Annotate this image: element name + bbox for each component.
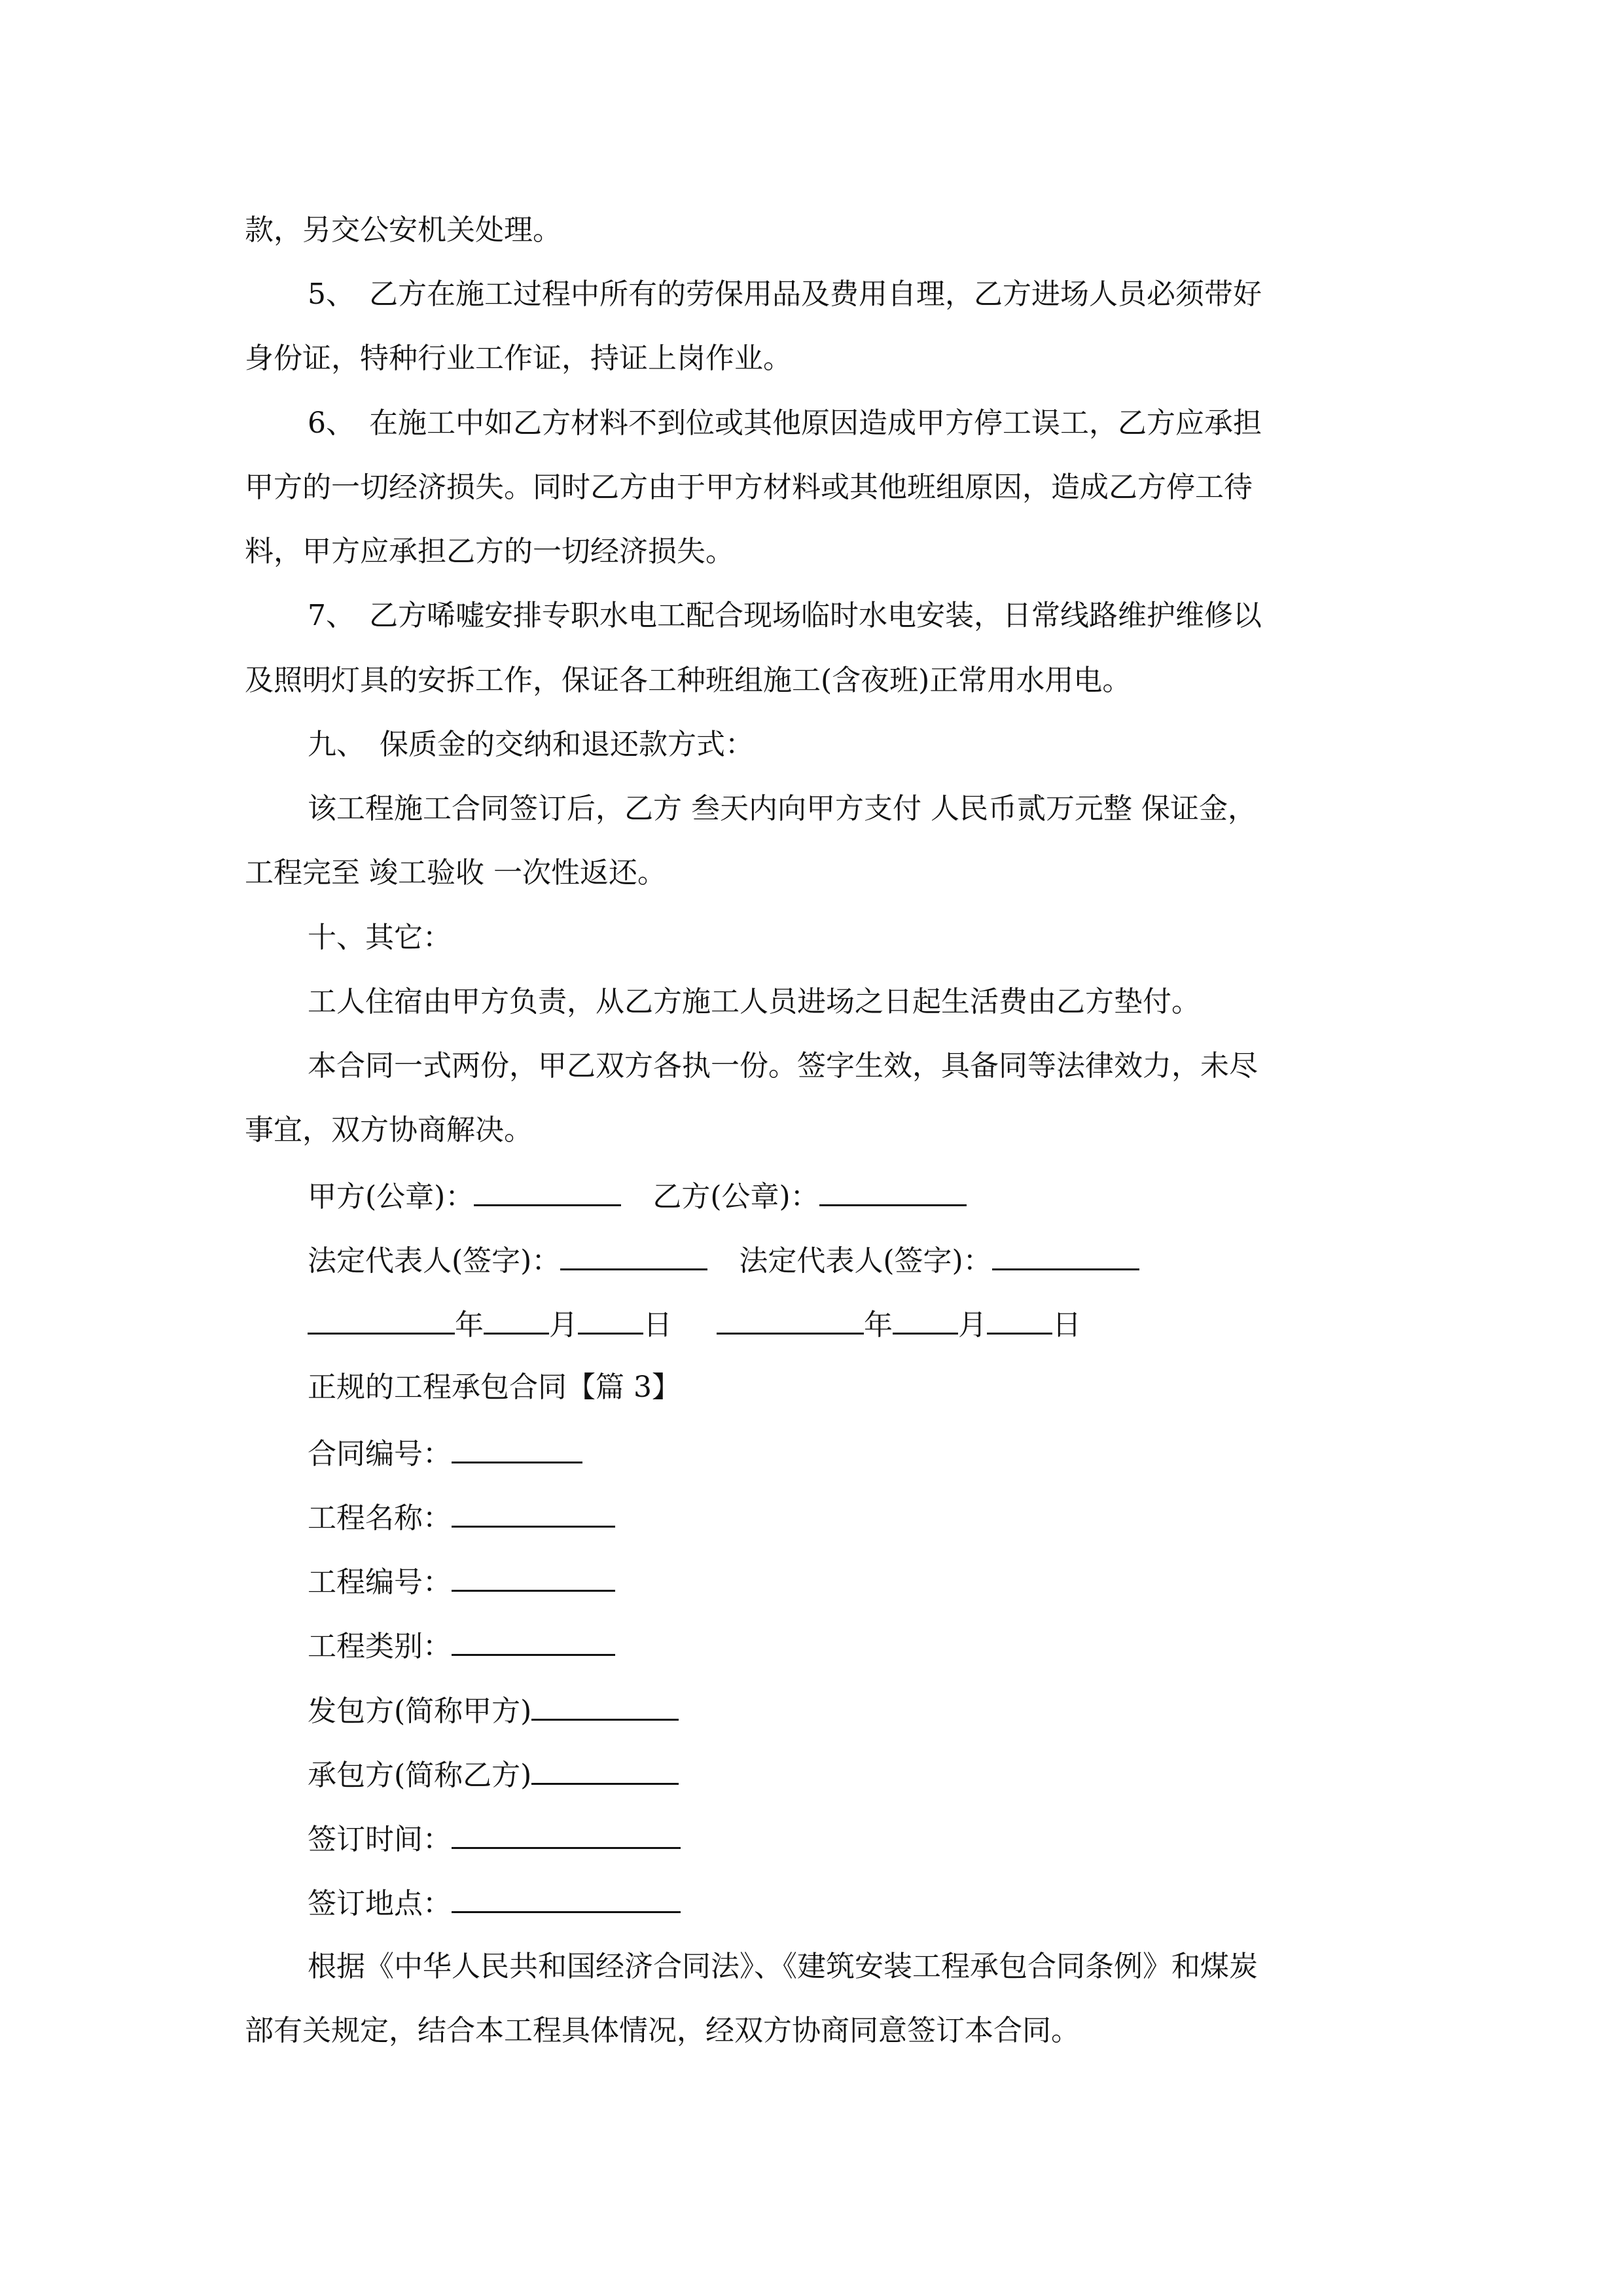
year-label: 年 bbox=[455, 1308, 484, 1342]
paragraph-line: 根据《中华人民共和国经济合同法》、《建筑安装工程承包合同条例》和煤炭 bbox=[308, 1950, 1258, 1983]
paragraph-line: 及照明灯具的安拆工作，保证各工种班组施工(含夜班)正常用水用电。 bbox=[245, 664, 1132, 697]
year-label: 年 bbox=[864, 1308, 893, 1342]
clause-5: 5、 乙方在施工过程中所有的劳保用品及费用自理，乙方进场人员必须带好 bbox=[308, 278, 1262, 311]
party-a-seal-label: 甲方(公章)： bbox=[308, 1180, 474, 1213]
project-type-blank[interactable] bbox=[452, 1625, 615, 1656]
party-a-year-blank[interactable] bbox=[308, 1304, 455, 1335]
paragraph-line: 本合同一式两份，甲乙双方各执一份。签字生效，具备同等法律效力，未尽 bbox=[308, 1049, 1258, 1083]
sign-place-blank[interactable] bbox=[452, 1882, 681, 1913]
project-name-label: 工程名称： bbox=[308, 1501, 452, 1535]
employer-blank[interactable] bbox=[531, 1690, 679, 1721]
paragraph-line: 部有关规定，结合本工程具体情况，经双方协商同意签订本合同。 bbox=[245, 2014, 1080, 2047]
sign-place-label: 签订地点： bbox=[308, 1887, 452, 1920]
month-label: 月 bbox=[549, 1308, 578, 1342]
section-heading-9: 九、 保质金的交纳和退还款方式： bbox=[308, 728, 754, 761]
project-name-blank[interactable] bbox=[452, 1497, 615, 1528]
paragraph-line: 工人住宿由甲方负责，从乙方施工人员进场之日起生活费由乙方垫付。 bbox=[308, 985, 1200, 1018]
contractor-blank[interactable] bbox=[531, 1754, 679, 1785]
party-b-year-blank[interactable] bbox=[717, 1304, 864, 1335]
section-title: 正规的工程承包合同【篇 3】 bbox=[308, 1371, 681, 1404]
sign-place-field bbox=[308, 1882, 681, 1924]
party-b-rep-blank[interactable] bbox=[992, 1240, 1139, 1270]
paragraph-line: 身份证，特种行业工作证，持证上岗作业。 bbox=[245, 342, 792, 375]
project-type-field bbox=[308, 1625, 615, 1666]
sign-time-label: 签订时间： bbox=[308, 1823, 452, 1856]
party-a-month-blank[interactable] bbox=[484, 1304, 549, 1335]
contractor-label: 承包方(简称乙方) bbox=[308, 1759, 532, 1792]
paragraph-line: 款，另交公安机关处理。 bbox=[245, 213, 562, 247]
contract-no-blank[interactable] bbox=[452, 1433, 582, 1463]
project-name-field bbox=[308, 1497, 615, 1538]
party-a-day-blank[interactable] bbox=[578, 1304, 643, 1335]
sign-time-field bbox=[308, 1818, 681, 1859]
representative-line bbox=[308, 1240, 1139, 1281]
paragraph-line: 料，甲方应承担乙方的一切经济损失。 bbox=[245, 535, 734, 568]
paragraph-line: 工程完至 竣工验收 一次性返还。 bbox=[245, 856, 666, 889]
seal-line bbox=[308, 1175, 967, 1217]
day-label: 日 bbox=[1052, 1308, 1081, 1342]
clause-6: 6、 在施工中如乙方材料不到位或其他原因造成甲方停工误工，乙方应承担 bbox=[308, 406, 1262, 440]
party-b-day-blank[interactable] bbox=[987, 1304, 1052, 1335]
party-b-rep-label: 法定代表人(签字)： bbox=[739, 1244, 992, 1278]
project-no-label: 工程编号： bbox=[308, 1566, 452, 1599]
party-a-rep-label: 法定代表人(签字)： bbox=[308, 1244, 561, 1278]
clause-7: 7、 乙方唏嘘安排专职水电工配合现场临时水电安装，日常线路维护维修以 bbox=[308, 599, 1262, 632]
section-heading-10: 十、其它： bbox=[308, 921, 452, 954]
paragraph-line: 该工程施工合同签订后，乙方 叁天内向甲方支付 人民币贰万元整 保证金， bbox=[308, 792, 1257, 825]
project-type-label: 工程类别： bbox=[308, 1630, 452, 1663]
project-no-field bbox=[308, 1561, 615, 1602]
party-b-seal-blank[interactable] bbox=[819, 1175, 967, 1206]
party-a-seal-blank[interactable] bbox=[474, 1175, 621, 1206]
contract-no-field bbox=[308, 1433, 582, 1474]
project-no-blank[interactable] bbox=[452, 1561, 615, 1592]
date-line bbox=[308, 1304, 1081, 1345]
employer-field bbox=[308, 1690, 679, 1731]
contract-no-label: 合同编号： bbox=[308, 1437, 452, 1471]
month-label: 月 bbox=[958, 1308, 987, 1342]
contractor-field bbox=[308, 1754, 679, 1795]
party-a-rep-blank[interactable] bbox=[560, 1240, 707, 1270]
paragraph-line: 事宜，双方协商解决。 bbox=[245, 1113, 533, 1147]
party-b-month-blank[interactable] bbox=[893, 1304, 958, 1335]
party-b-seal-label: 乙方(公章)： bbox=[652, 1180, 819, 1213]
day-label: 日 bbox=[643, 1308, 672, 1342]
employer-label: 发包方(简称甲方) bbox=[308, 1695, 532, 1728]
sign-time-blank[interactable] bbox=[452, 1818, 681, 1849]
paragraph-line: 甲方的一切经济损失。同时乙方由于甲方材料或其他班组原因，造成乙方停工待 bbox=[245, 471, 1253, 504]
